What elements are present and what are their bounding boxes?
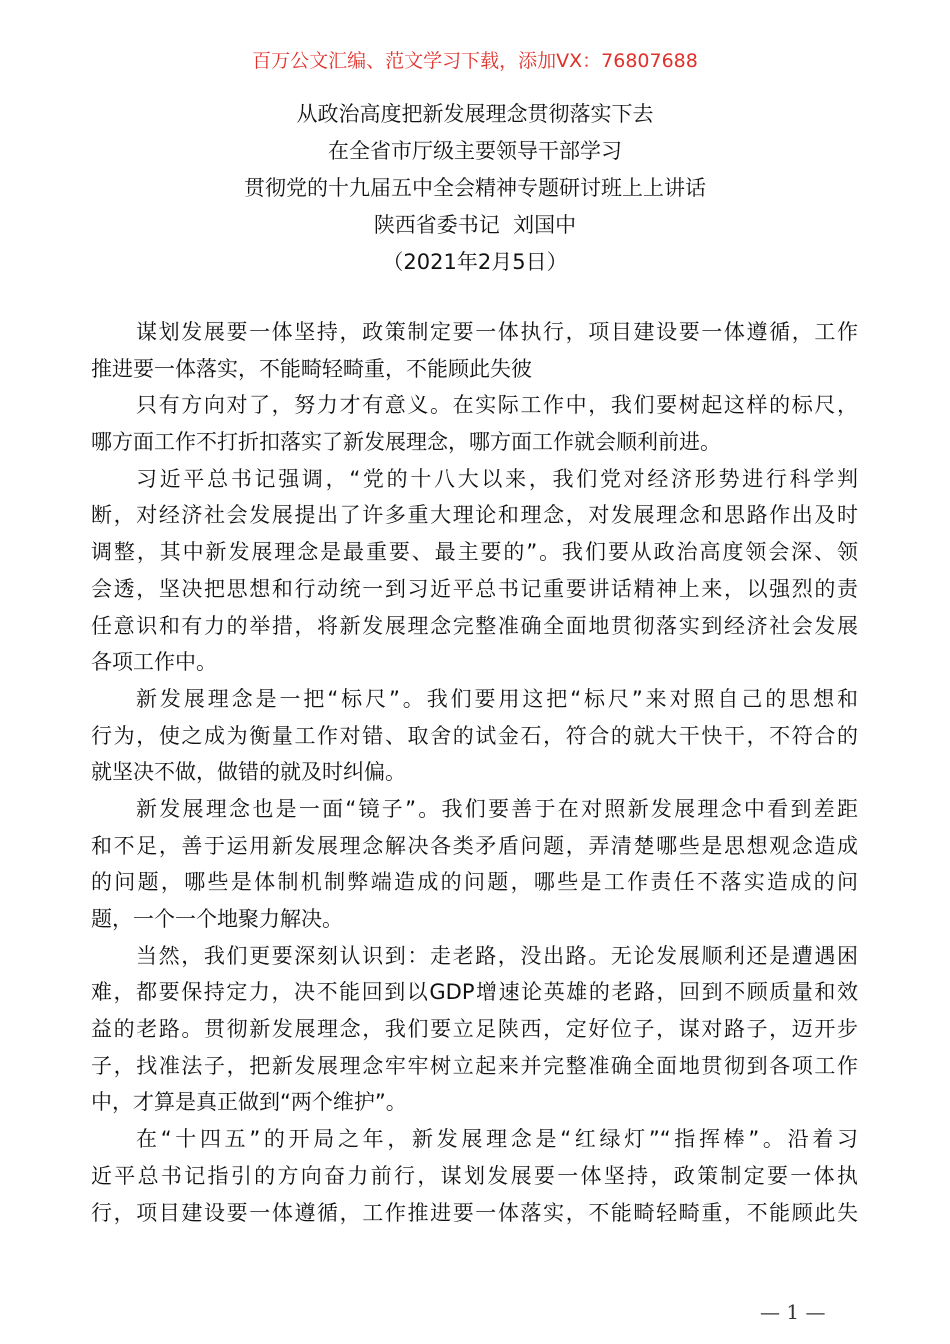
author-line: 陕西省委书记 刘国中 bbox=[373, 213, 577, 237]
paragraph-line: 推进要一体落实，不能畸轻畸重，不能顾此失彼 bbox=[91, 356, 532, 381]
paragraph-line: 的问题，哪些是体制机制弊端造成的问题，哪些是工作责任不落实造成的问 bbox=[91, 870, 858, 895]
paragraph bbox=[91, 314, 858, 387]
paragraph-line: 各项工作中。 bbox=[91, 650, 217, 675]
paragraph bbox=[91, 681, 858, 791]
title-line: 在全省市厅级主要领导干部学习 bbox=[328, 139, 622, 163]
paragraph-line: 中，才算是真正做到“两个维护”。 bbox=[91, 1090, 407, 1115]
paragraph-line: 调整，其中新发展理念是最重要、最主要的”。我们要从政治高度领会深、领 bbox=[91, 540, 858, 565]
paragraph-line: 新发展理念是一把“标尺”。我们要用这把“标尺”来对照自己的思想和 bbox=[136, 686, 858, 711]
paragraph-line: 益的老路。贯彻新发展理念，我们要立足陕西，定好位子，谋对路子，迈开步 bbox=[91, 1017, 858, 1042]
paragraph-line: 任意识和有力的举措，将新发展理念完整准确全面地贯彻落实到经济社会发展 bbox=[91, 613, 858, 638]
paragraph-line: 会透，坚决把思想和行动统一到习近平总书记重要讲话精神上来，以强烈的责 bbox=[91, 576, 858, 601]
paragraph-line: 谋划发展要一体坚持，政策制定要一体执行，项目建设要一体遵循，工作 bbox=[136, 320, 858, 344]
paragraph bbox=[91, 387, 858, 460]
document-body bbox=[91, 314, 858, 1231]
paragraph-line: 只有方向对了，努力才有意义。在实际工作中，我们要树起这样的标尺， bbox=[136, 393, 858, 418]
paragraph-line: 习近平总书记强调，“党的十八大以来，我们党对经济形势进行科学判 bbox=[136, 466, 858, 491]
paragraph bbox=[91, 938, 858, 1121]
paragraph-line: 断，对经济社会发展提出了许多重大理论和理念，对发展理念和思路作出及时 bbox=[91, 503, 858, 528]
page-number: — 1 — bbox=[760, 1300, 826, 1324]
paragraph-line: 就坚决不做，做错的就及时纠偏。 bbox=[91, 760, 406, 785]
date-line: （2021年2月5日） bbox=[382, 250, 568, 274]
paragraph-line: 在“十四五”的开局之年，新发展理念是“红绿灯”“指挥棒”。沿着习 bbox=[136, 1127, 858, 1152]
watermark-banner: 百万公文汇编、范文学习下载，添加VX：76807688 bbox=[252, 50, 698, 72]
paragraph bbox=[91, 461, 858, 681]
paragraph-line: 子，找准法子，把新发展理念牢牢树立起来并完整准确全面地贯彻到各项工作 bbox=[91, 1053, 858, 1078]
paragraph-line: 和不足，善于运用新发展理念解决各类矛盾问题，弄清楚哪些是思想观念造成 bbox=[91, 833, 858, 858]
document-title bbox=[0, 96, 950, 281]
paragraph bbox=[91, 1121, 858, 1231]
title-line: 从政治高度把新发展理念贯彻落实下去 bbox=[296, 102, 654, 126]
title-line: 贯彻党的十九届五中全会精神专题研讨班上上讲话 bbox=[244, 176, 706, 200]
paragraph-line: 题，一个一个地聚力解决。 bbox=[91, 907, 343, 931]
paragraph-line: 近平总书记指引的方向奋力前行，谋划发展要一体坚持，政策制定要一体执 bbox=[91, 1163, 858, 1188]
paragraph-line: 难，都要保持定力，决不能回到以GDP增速论英雄的老路，回到不顾质量和效 bbox=[91, 980, 858, 1005]
paragraph-line: 当然，我们更要深刻认识到：走老路，没出路。无论发展顺利还是遭遇困 bbox=[136, 943, 858, 968]
paragraph-line: 行为，使之成为衡量工作对错、取舍的试金石，符合的就大干快干，不符合的 bbox=[91, 723, 858, 748]
paragraph-line: 哪方面工作不打折扣落实了新发展理念，哪方面工作就会顺利前进。 bbox=[91, 430, 721, 455]
paragraph bbox=[91, 791, 858, 938]
paragraph-line: 新发展理念也是一面“镜子”。我们要善于在对照新发展理念中看到差距 bbox=[136, 796, 858, 821]
paragraph-line: 行，项目建设要一体遵循，工作推进要一体落实，不能畸轻畸重，不能顾此失 bbox=[91, 1200, 858, 1225]
